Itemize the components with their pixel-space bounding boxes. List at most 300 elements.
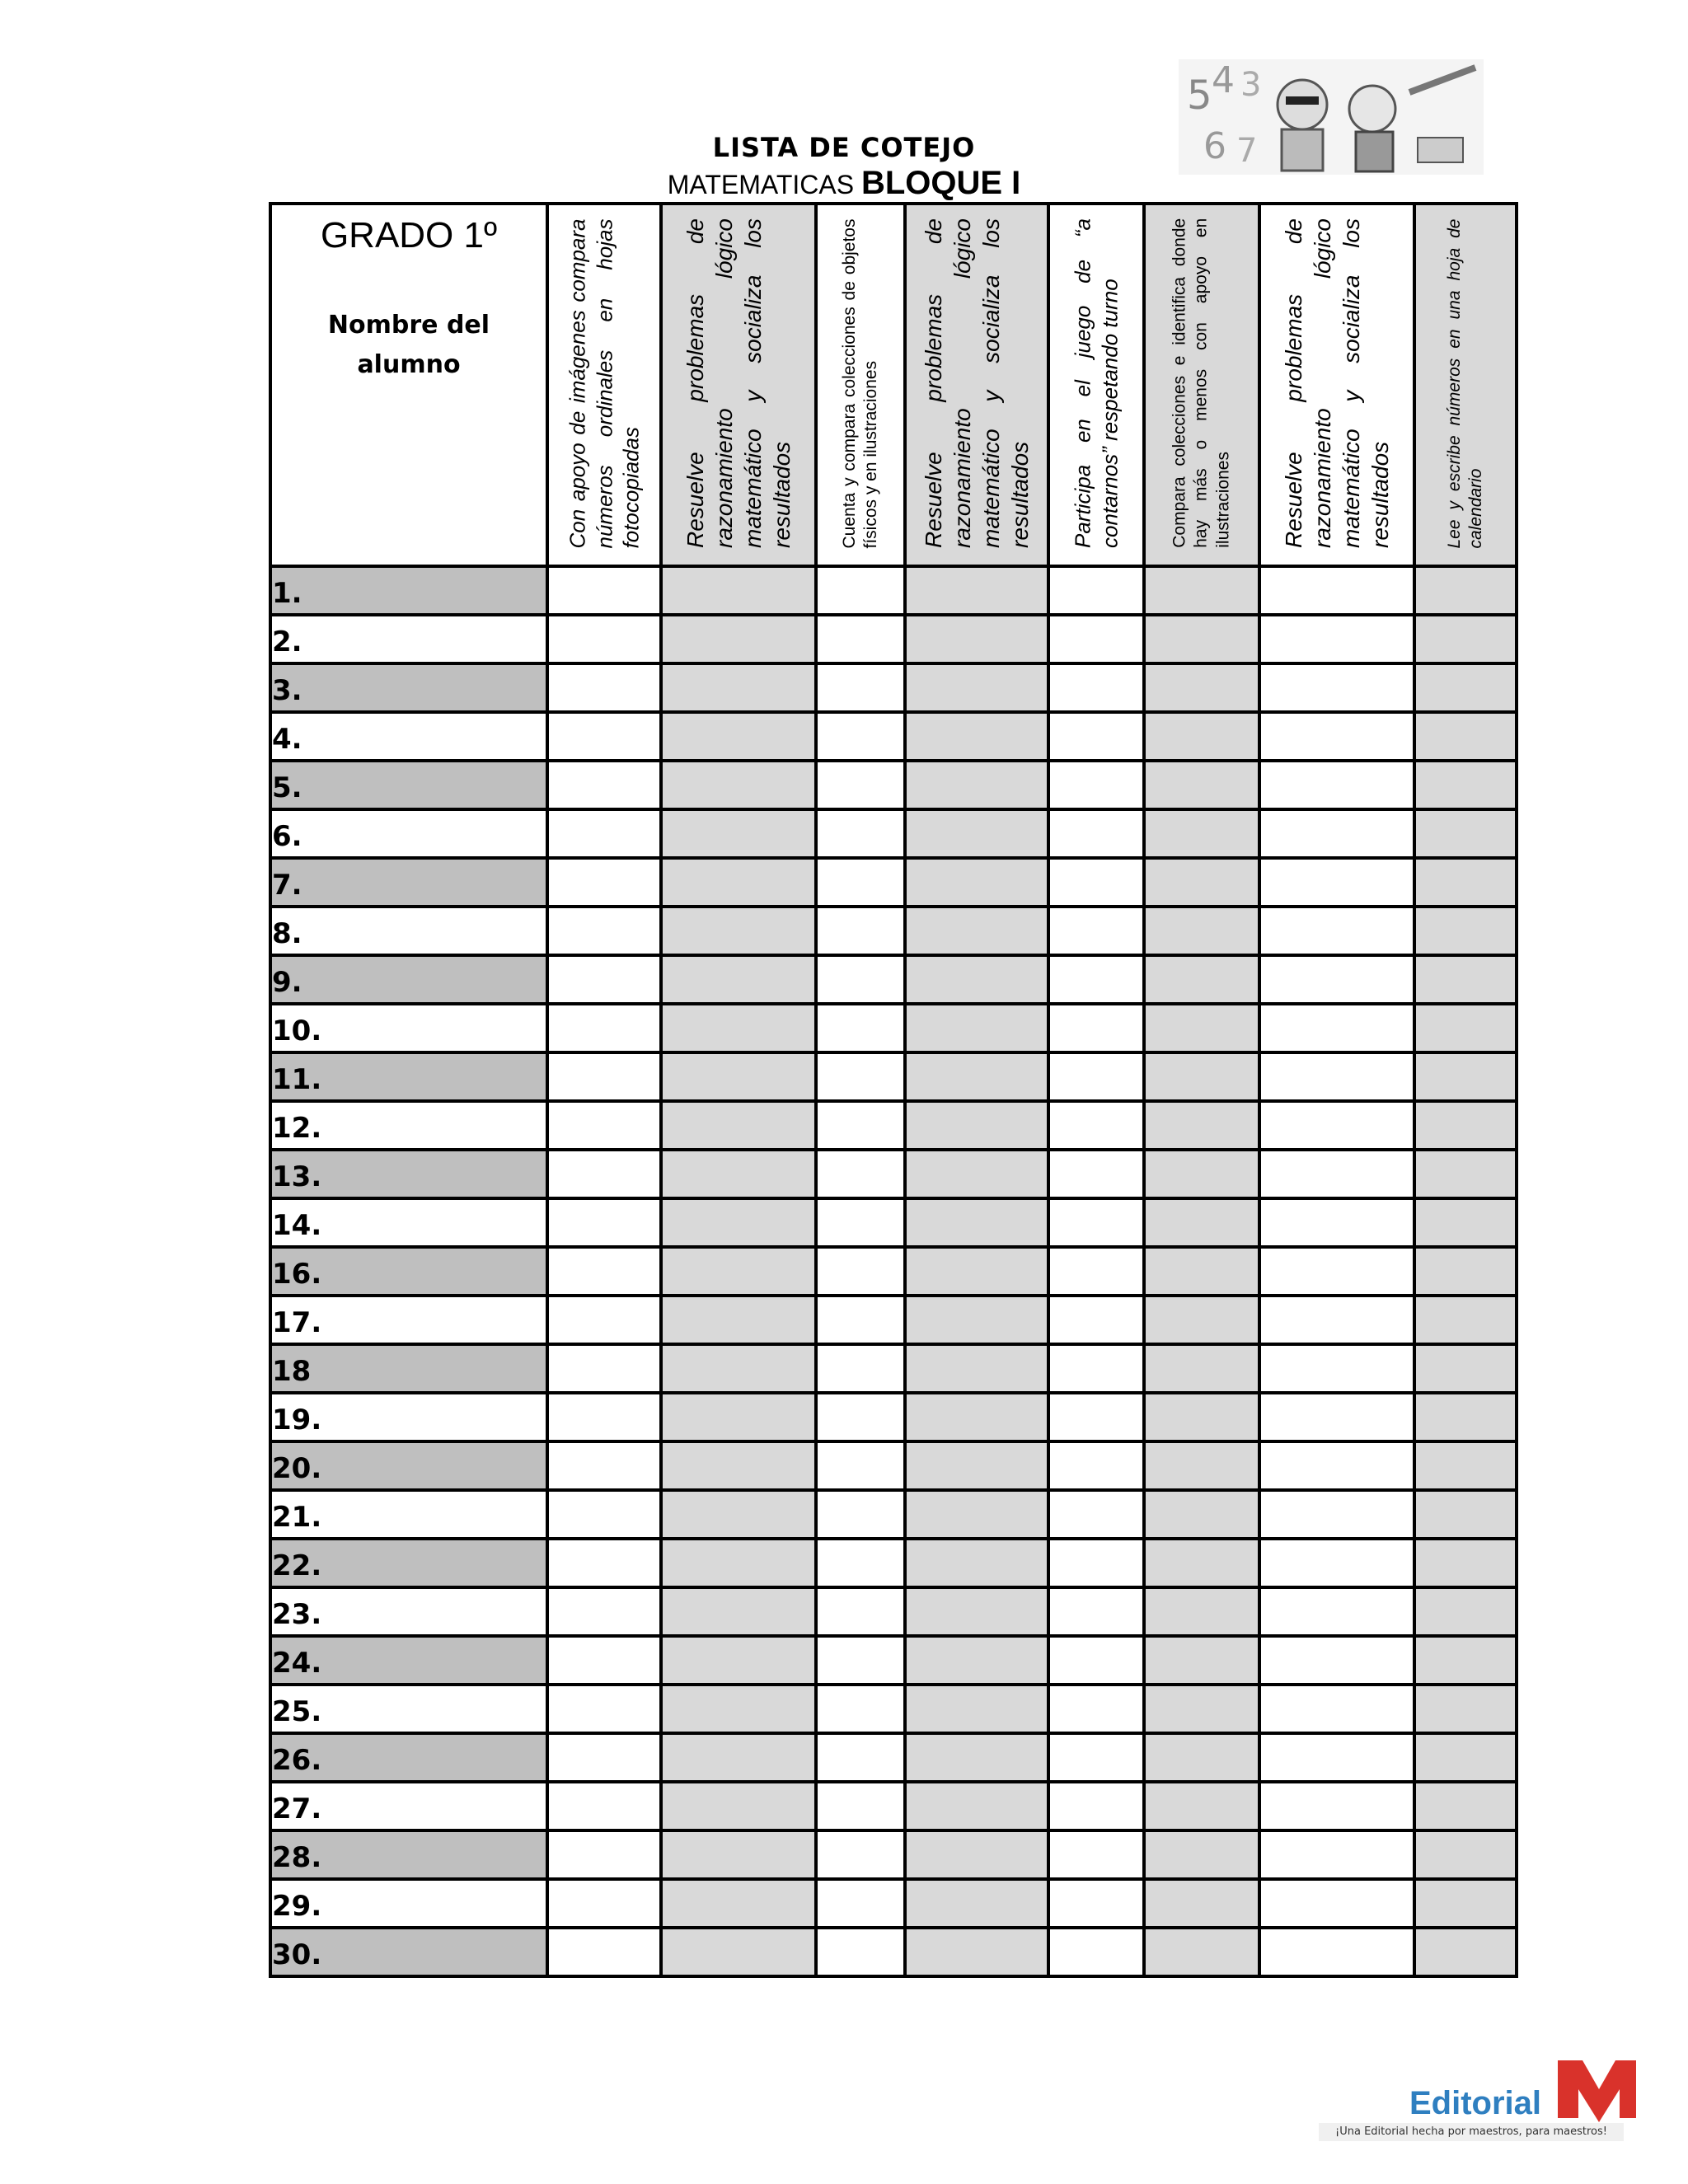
check-cell[interactable] xyxy=(1048,1101,1144,1150)
check-cell[interactable] xyxy=(1144,809,1259,858)
svg-text:3: 3 xyxy=(1240,66,1262,104)
check-cell[interactable] xyxy=(816,615,905,663)
check-cell[interactable] xyxy=(1414,858,1517,907)
check-cell[interactable] xyxy=(547,1587,661,1636)
check-cell[interactable] xyxy=(661,1004,816,1052)
check-cell[interactable] xyxy=(816,1344,905,1393)
check-cell[interactable] xyxy=(1144,1636,1259,1685)
check-cell[interactable] xyxy=(1144,907,1259,955)
check-cell[interactable] xyxy=(816,1587,905,1636)
check-cell[interactable] xyxy=(905,1004,1048,1052)
table-row xyxy=(270,1004,1517,1052)
check-cell[interactable] xyxy=(1414,1101,1517,1150)
student-number: 26. xyxy=(270,1733,547,1782)
check-cell[interactable] xyxy=(1414,663,1517,712)
student-number: 25. xyxy=(270,1685,547,1733)
check-cell[interactable] xyxy=(1048,1587,1144,1636)
check-cell[interactable] xyxy=(1259,1393,1414,1441)
check-cell[interactable] xyxy=(1144,1441,1259,1490)
check-cell[interactable] xyxy=(816,1636,905,1685)
check-cell[interactable] xyxy=(1048,1296,1144,1344)
check-cell[interactable] xyxy=(1259,761,1414,809)
check-cell[interactable] xyxy=(547,1636,661,1685)
student-number: 20. xyxy=(270,1441,547,1490)
check-cell[interactable] xyxy=(1259,858,1414,907)
criterion-header-4 xyxy=(905,204,1048,566)
check-cell[interactable] xyxy=(661,809,816,858)
check-cell[interactable] xyxy=(1048,1733,1144,1782)
check-cell[interactable] xyxy=(1414,1879,1517,1928)
check-cell[interactable] xyxy=(1144,1296,1259,1344)
check-cell[interactable] xyxy=(1259,1247,1414,1296)
student-number: 27. xyxy=(270,1782,547,1830)
check-cell[interactable] xyxy=(1414,955,1517,1004)
criterion-text: Resuelve problemas de razonamiento lógico matemático y socializa los resultados xyxy=(682,218,795,548)
check-cell[interactable] xyxy=(1048,1150,1144,1198)
check-cell[interactable] xyxy=(1259,1587,1414,1636)
check-cell[interactable] xyxy=(1259,712,1414,761)
criterion-text: Resuelve problemas de razonamiento lógico matemático y socializa los resultados xyxy=(921,218,1033,548)
check-cell[interactable] xyxy=(661,663,816,712)
check-cell[interactable] xyxy=(905,615,1048,663)
check-cell[interactable] xyxy=(661,1101,816,1150)
check-cell[interactable] xyxy=(547,858,661,907)
check-cell[interactable] xyxy=(1048,1490,1144,1539)
check-cell[interactable] xyxy=(547,1344,661,1393)
student-number: 9. xyxy=(270,955,547,1004)
check-cell[interactable] xyxy=(547,1733,661,1782)
check-cell[interactable] xyxy=(1414,712,1517,761)
check-cell[interactable] xyxy=(1414,1928,1517,1976)
check-cell[interactable] xyxy=(1048,1393,1144,1441)
check-cell[interactable] xyxy=(547,1247,661,1296)
check-cell[interactable] xyxy=(1144,1879,1259,1928)
name-column-header xyxy=(270,204,547,566)
table-row xyxy=(270,809,1517,858)
criterion-header-2 xyxy=(661,204,816,566)
check-cell[interactable] xyxy=(1144,1490,1259,1539)
check-cell[interactable] xyxy=(1414,615,1517,663)
check-cell[interactable] xyxy=(1259,809,1414,858)
table-row xyxy=(270,615,1517,663)
check-cell[interactable] xyxy=(905,1636,1048,1685)
check-cell[interactable] xyxy=(547,615,661,663)
check-cell[interactable] xyxy=(816,1685,905,1733)
student-number: 11. xyxy=(270,1052,547,1101)
student-number: 16. xyxy=(270,1247,547,1296)
grade-label: GRADO 1º xyxy=(320,215,498,255)
criterion-header-7 xyxy=(1259,204,1414,566)
check-cell[interactable] xyxy=(816,955,905,1004)
check-cell[interactable] xyxy=(1144,1247,1259,1296)
check-cell[interactable] xyxy=(1414,1198,1517,1247)
check-cell[interactable] xyxy=(547,809,661,858)
svg-text:6: 6 xyxy=(1203,125,1226,167)
check-cell[interactable] xyxy=(1048,1879,1144,1928)
check-cell[interactable] xyxy=(1048,615,1144,663)
check-cell[interactable] xyxy=(816,1101,905,1150)
check-cell[interactable] xyxy=(1414,1587,1517,1636)
check-cell[interactable] xyxy=(905,1733,1048,1782)
check-cell[interactable] xyxy=(1048,1198,1144,1247)
check-cell[interactable] xyxy=(1414,809,1517,858)
check-cell[interactable] xyxy=(905,1587,1048,1636)
check-cell[interactable] xyxy=(547,1150,661,1198)
table-row xyxy=(270,663,1517,712)
check-cell[interactable] xyxy=(816,858,905,907)
check-cell[interactable] xyxy=(1259,1101,1414,1150)
check-cell[interactable] xyxy=(1259,1441,1414,1490)
check-cell[interactable] xyxy=(547,1539,661,1587)
check-cell[interactable] xyxy=(1144,1198,1259,1247)
table-row xyxy=(270,1150,1517,1198)
check-cell[interactable] xyxy=(816,1928,905,1976)
check-cell[interactable] xyxy=(1144,858,1259,907)
check-cell[interactable] xyxy=(661,1782,816,1830)
check-cell[interactable] xyxy=(1048,712,1144,761)
check-cell[interactable] xyxy=(905,1344,1048,1393)
check-cell[interactable] xyxy=(905,1393,1048,1441)
check-cell[interactable] xyxy=(1259,1344,1414,1393)
student-number: 29. xyxy=(270,1879,547,1928)
check-cell[interactable] xyxy=(905,858,1048,907)
check-cell[interactable] xyxy=(547,1441,661,1490)
table-row xyxy=(270,1928,1517,1976)
check-cell[interactable] xyxy=(1259,1296,1414,1344)
check-cell[interactable] xyxy=(905,1247,1048,1296)
check-cell[interactable] xyxy=(1144,1830,1259,1879)
check-cell[interactable] xyxy=(1144,1393,1259,1441)
check-cell[interactable] xyxy=(905,1198,1048,1247)
check-cell[interactable] xyxy=(1259,1636,1414,1685)
check-cell[interactable] xyxy=(661,1052,816,1101)
student-number: 5. xyxy=(270,761,547,809)
check-cell[interactable] xyxy=(1259,1830,1414,1879)
criterion-text: Participa en el juego de “a contarnos” respetando turno xyxy=(1070,218,1122,548)
check-cell[interactable] xyxy=(1414,1490,1517,1539)
check-cell[interactable] xyxy=(1048,1928,1144,1976)
check-cell[interactable] xyxy=(1414,1830,1517,1879)
check-cell[interactable] xyxy=(547,712,661,761)
check-cell[interactable] xyxy=(547,1393,661,1441)
check-cell[interactable] xyxy=(1414,1539,1517,1587)
check-cell[interactable] xyxy=(661,907,816,955)
table-row xyxy=(270,1830,1517,1879)
check-cell[interactable] xyxy=(547,1296,661,1344)
check-cell[interactable] xyxy=(661,1393,816,1441)
student-number: 28. xyxy=(270,1830,547,1879)
check-cell[interactable] xyxy=(905,907,1048,955)
check-cell[interactable] xyxy=(1259,1198,1414,1247)
table-row xyxy=(270,858,1517,907)
check-cell[interactable] xyxy=(816,809,905,858)
check-cell[interactable] xyxy=(547,1782,661,1830)
check-cell[interactable] xyxy=(547,1830,661,1879)
check-cell[interactable] xyxy=(1414,1052,1517,1101)
check-cell[interactable] xyxy=(816,1198,905,1247)
check-cell[interactable] xyxy=(547,1490,661,1539)
check-cell[interactable] xyxy=(816,761,905,809)
student-number: 2. xyxy=(270,615,547,663)
table-row xyxy=(270,1636,1517,1685)
check-cell[interactable] xyxy=(1144,566,1259,615)
check-cell[interactable] xyxy=(1048,1052,1144,1101)
check-cell[interactable] xyxy=(1048,761,1144,809)
student-number: 30. xyxy=(270,1928,547,1976)
check-cell[interactable] xyxy=(547,1928,661,1976)
check-cell[interactable] xyxy=(1259,1928,1414,1976)
check-cell[interactable] xyxy=(661,1150,816,1198)
check-cell[interactable] xyxy=(1259,1733,1414,1782)
check-cell[interactable] xyxy=(661,1879,816,1928)
check-cell[interactable] xyxy=(1144,1344,1259,1393)
check-cell[interactable] xyxy=(1048,1636,1144,1685)
student-number: 8. xyxy=(270,907,547,955)
check-cell[interactable] xyxy=(816,1441,905,1490)
table-row xyxy=(270,1247,1517,1296)
check-cell[interactable] xyxy=(905,1782,1048,1830)
check-cell[interactable] xyxy=(1048,1344,1144,1393)
check-cell[interactable] xyxy=(661,1490,816,1539)
student-number: 19. xyxy=(270,1393,547,1441)
student-number: 13. xyxy=(270,1150,547,1198)
check-cell[interactable] xyxy=(1144,712,1259,761)
check-cell[interactable] xyxy=(661,1928,816,1976)
check-cell[interactable] xyxy=(1048,809,1144,858)
table-row xyxy=(270,1685,1517,1733)
check-cell[interactable] xyxy=(905,1052,1048,1101)
check-cell[interactable] xyxy=(905,1296,1048,1344)
check-cell[interactable] xyxy=(1144,1052,1259,1101)
check-cell[interactable] xyxy=(1414,566,1517,615)
check-cell[interactable] xyxy=(816,1490,905,1539)
check-cell[interactable] xyxy=(547,1004,661,1052)
check-cell[interactable] xyxy=(661,566,816,615)
table-row xyxy=(270,1587,1517,1636)
check-cell[interactable] xyxy=(1048,663,1144,712)
check-cell[interactable] xyxy=(661,955,816,1004)
check-cell[interactable] xyxy=(816,1296,905,1344)
check-cell[interactable] xyxy=(547,1052,661,1101)
check-cell[interactable] xyxy=(1259,1782,1414,1830)
check-cell[interactable] xyxy=(547,955,661,1004)
student-name-header: Nombre del alumno xyxy=(327,311,490,379)
check-cell[interactable] xyxy=(1144,615,1259,663)
check-cell[interactable] xyxy=(816,1782,905,1830)
student-number: 23. xyxy=(270,1587,547,1636)
check-cell[interactable] xyxy=(1048,1247,1144,1296)
check-cell[interactable] xyxy=(547,1198,661,1247)
student-number: 6. xyxy=(270,809,547,858)
check-cell[interactable] xyxy=(905,1539,1048,1587)
check-cell[interactable] xyxy=(1144,1101,1259,1150)
check-cell[interactable] xyxy=(1259,907,1414,955)
table-row xyxy=(270,1344,1517,1393)
check-cell[interactable] xyxy=(1259,1685,1414,1733)
check-cell[interactable] xyxy=(1414,761,1517,809)
table-row xyxy=(270,955,1517,1004)
check-cell[interactable] xyxy=(905,809,1048,858)
check-cell[interactable] xyxy=(1048,1441,1144,1490)
check-cell[interactable] xyxy=(905,712,1048,761)
check-cell[interactable] xyxy=(1414,907,1517,955)
check-cell[interactable] xyxy=(1144,1733,1259,1782)
criterion-text: Compara colecciones e identifica donde hay más o menos con apoyo en ilustraciones xyxy=(1170,218,1233,548)
check-cell[interactable] xyxy=(1414,1636,1517,1685)
check-cell[interactable] xyxy=(661,1344,816,1393)
check-cell[interactable] xyxy=(816,1052,905,1101)
check-cell[interactable] xyxy=(1414,1296,1517,1344)
checklist-table xyxy=(269,202,1518,1978)
check-cell[interactable] xyxy=(1144,761,1259,809)
check-cell[interactable] xyxy=(816,1539,905,1587)
check-cell[interactable] xyxy=(905,1101,1048,1150)
check-cell[interactable] xyxy=(661,1830,816,1879)
check-cell[interactable] xyxy=(547,663,661,712)
check-cell[interactable] xyxy=(816,1733,905,1782)
check-cell[interactable] xyxy=(1048,566,1144,615)
svg-text:7: 7 xyxy=(1236,132,1258,170)
subject-label: MATEMATICAS xyxy=(667,170,855,199)
check-cell[interactable] xyxy=(661,1587,816,1636)
check-cell[interactable] xyxy=(1414,1004,1517,1052)
check-cell[interactable] xyxy=(661,858,816,907)
check-cell[interactable] xyxy=(661,712,816,761)
header-row xyxy=(270,204,1517,566)
check-cell[interactable] xyxy=(1048,955,1144,1004)
check-cell[interactable] xyxy=(661,1539,816,1587)
svg-text:5: 5 xyxy=(1187,73,1212,119)
check-cell[interactable] xyxy=(661,1685,816,1733)
check-cell[interactable] xyxy=(905,1490,1048,1539)
check-cell[interactable] xyxy=(1259,1490,1414,1539)
check-cell[interactable] xyxy=(905,566,1048,615)
check-cell[interactable] xyxy=(1144,1928,1259,1976)
check-cell[interactable] xyxy=(661,1733,816,1782)
check-cell[interactable] xyxy=(661,1636,816,1685)
check-cell[interactable] xyxy=(1048,907,1144,955)
criterion-header-8 xyxy=(1414,204,1517,566)
table-row xyxy=(270,1296,1517,1344)
check-cell[interactable] xyxy=(1259,1004,1414,1052)
check-cell[interactable] xyxy=(816,907,905,955)
student-number: 21. xyxy=(270,1490,547,1539)
criterion-header-5 xyxy=(1048,204,1144,566)
criterion-text: Lee y escribe números en una hoja de calendario xyxy=(1444,218,1485,548)
check-cell[interactable] xyxy=(1259,566,1414,615)
check-cell[interactable] xyxy=(1414,1247,1517,1296)
check-cell[interactable] xyxy=(1144,955,1259,1004)
check-cell[interactable] xyxy=(905,1879,1048,1928)
criterion-text: Con apoyo de imágenes compara números ordinales en hojas fotocopiadas xyxy=(565,218,644,548)
check-cell[interactable] xyxy=(1144,663,1259,712)
kids-numbers-illustration-icon xyxy=(1179,59,1484,175)
check-cell[interactable] xyxy=(547,907,661,955)
table-row xyxy=(270,1101,1517,1150)
check-cell[interactable] xyxy=(661,761,816,809)
check-cell[interactable] xyxy=(661,1296,816,1344)
check-cell[interactable] xyxy=(1414,1393,1517,1441)
check-cell[interactable] xyxy=(1259,1539,1414,1587)
check-cell[interactable] xyxy=(547,566,661,615)
check-cell[interactable] xyxy=(661,615,816,663)
check-cell[interactable] xyxy=(816,1830,905,1879)
check-cell[interactable] xyxy=(905,1830,1048,1879)
table-row xyxy=(270,1052,1517,1101)
check-cell[interactable] xyxy=(905,955,1048,1004)
check-cell[interactable] xyxy=(1259,955,1414,1004)
table-row xyxy=(270,1490,1517,1539)
check-cell[interactable] xyxy=(1259,1879,1414,1928)
check-cell[interactable] xyxy=(1048,858,1144,907)
table-row xyxy=(270,1733,1517,1782)
check-cell[interactable] xyxy=(816,566,905,615)
check-cell[interactable] xyxy=(1259,615,1414,663)
check-cell[interactable] xyxy=(905,1928,1048,1976)
check-cell[interactable] xyxy=(547,1101,661,1150)
check-cell[interactable] xyxy=(1414,1150,1517,1198)
check-cell[interactable] xyxy=(1414,1344,1517,1393)
criterion-text: Cuenta y compara colecciones de objetos físicos y en ilustraciones xyxy=(839,218,880,548)
check-cell[interactable] xyxy=(661,1247,816,1296)
check-cell[interactable] xyxy=(905,663,1048,712)
check-cell[interactable] xyxy=(816,1879,905,1928)
editorial-tagline: ¡Una Editorial hecha por maestros, para maestros! xyxy=(1319,2123,1624,2141)
check-cell[interactable] xyxy=(905,1150,1048,1198)
student-number: 14. xyxy=(270,1198,547,1247)
check-cell[interactable] xyxy=(1144,1685,1259,1733)
check-cell[interactable] xyxy=(1144,1782,1259,1830)
check-cell[interactable] xyxy=(547,1879,661,1928)
check-cell[interactable] xyxy=(1414,1733,1517,1782)
check-cell[interactable] xyxy=(905,1685,1048,1733)
check-cell[interactable] xyxy=(1048,1004,1144,1052)
check-cell[interactable] xyxy=(1414,1441,1517,1490)
criterion-header-1 xyxy=(547,204,661,566)
student-number: 12. xyxy=(270,1101,547,1150)
student-number: 22. xyxy=(270,1539,547,1587)
check-cell[interactable] xyxy=(1259,1150,1414,1198)
check-cell[interactable] xyxy=(1144,1150,1259,1198)
check-cell[interactable] xyxy=(547,1685,661,1733)
check-cell[interactable] xyxy=(1144,1539,1259,1587)
check-cell[interactable] xyxy=(661,1441,816,1490)
check-cell[interactable] xyxy=(1048,1685,1144,1733)
table-row xyxy=(270,566,1517,615)
check-cell[interactable] xyxy=(1144,1587,1259,1636)
check-cell[interactable] xyxy=(816,1004,905,1052)
check-cell[interactable] xyxy=(1048,1830,1144,1879)
check-cell[interactable] xyxy=(816,1393,905,1441)
check-cell[interactable] xyxy=(905,761,1048,809)
check-cell[interactable] xyxy=(547,761,661,809)
check-cell[interactable] xyxy=(816,1247,905,1296)
check-cell[interactable] xyxy=(1048,1539,1144,1587)
check-cell[interactable] xyxy=(1259,663,1414,712)
check-cell[interactable] xyxy=(1048,1782,1144,1830)
criterion-header-3 xyxy=(816,204,905,566)
check-cell[interactable] xyxy=(816,663,905,712)
check-cell[interactable] xyxy=(816,1150,905,1198)
check-cell[interactable] xyxy=(1144,1004,1259,1052)
criterion-header-6 xyxy=(1144,204,1259,566)
check-cell[interactable] xyxy=(1259,1052,1414,1101)
check-cell[interactable] xyxy=(661,1198,816,1247)
check-cell[interactable] xyxy=(1414,1782,1517,1830)
check-cell[interactable] xyxy=(1414,1685,1517,1733)
check-cell[interactable] xyxy=(816,712,905,761)
check-cell[interactable] xyxy=(905,1441,1048,1490)
